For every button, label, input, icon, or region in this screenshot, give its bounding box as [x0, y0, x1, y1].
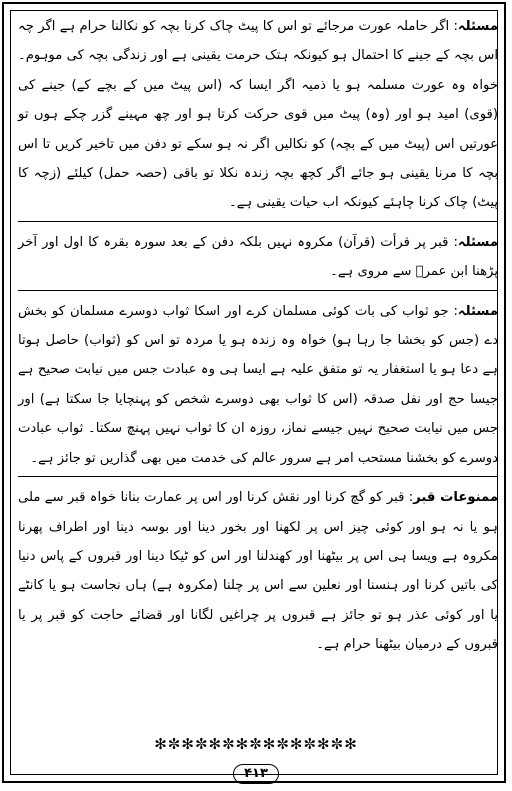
paragraph-4-heading: ممنوعات قبر [413, 490, 498, 506]
page-number-label: ۴۱۳ [233, 764, 279, 784]
paragraph-2-heading: مسئلہ [457, 234, 498, 250]
paragraph-3-heading: مسئلہ [457, 303, 498, 319]
separator-2 [18, 290, 498, 291]
paragraph-3-text: : جو ثواب کی بات کوئی مسلمان کرے اور اسکا ثواب دوسرے مسلمان کو بخش دے (جس کو بخشا جا رہا ہو) خواہ وہ زندہ ہو یا مردہ تو اس کو (ثواب) حاصل ہوتا ہے دعا ہو یا استغفار یہ تو متفق علیہ ہے ایسا ہی وہ عبادت جس میں نیابت صحیح ہے جیسا حج اور نفل صدقہ (اس کا ثواب بھی دوسرے شخص کو پہنچایا جا سکتا ہے) اور جس میں نیابت صحیح نہیں جیسے نماز، روزہ ان کا ثواب نہیں پہنچ سکتا۔ ثواب عبادت دوسرے کو بخشنا مستحب امر ہے سرور عالم کی خدمت میں بھی گذاریں تو جائز ہے۔ [18, 303, 498, 466]
paragraph-2 [18, 228, 498, 287]
paragraph-1-text: : اگر حاملہ عورت مرجائے تو اس کا پیٹ چاک کرنا بچہ کو نکالنا حرام ہے اگر چہ اس بچہ کے جینے کا احتمال ہو کیونکہ ہتک حرمت یقینی ہے اور زندگی بچہ کی موہوم۔ خواہ وہ عورت مسلمہ ہو یا ذمیہ اگر ایسا کہ (اس پیٹ میں کے بچے کے) جینے کی (قوی) امید ہو اور (وہ) پیٹ میں قوی حرکت کرتا ہو اور چھ مہینے گزر چکے ہوں تو عورتیں اس (پیٹ میں کے بچہ) کو نکالیں اگر نہ ہو سکے تو دفن میں تاخیر کریں تا اس بچہ کا مرنا یقینی ہو جائے اگر کچھ بچہ زندہ نکلا تو باقی (حصہ حمل) کیلئے (زچہ کا پیٹ) چاک کرنا چاہئے کیونکہ اب حیات یقینی ہے۔ [18, 19, 498, 211]
page-number [0, 762, 512, 784]
decorative-ornament: ✻✼✻✼✻✼✻✼✻✼✻✼✻✼✻ [154, 735, 358, 753]
paragraph-4 [18, 483, 498, 659]
paragraph-2-text: : قبر پر قرأت (قرآن) مکروہ نہیں بلکہ دفن کے بعد سورہ بقرہ کا اول اور آخر پڑھنا ابن عمرؓ سے مروی ہے۔ [18, 234, 498, 280]
paragraph-1-heading: مسئلہ [457, 19, 498, 34]
separator-3 [18, 476, 498, 477]
paragraph-1 [18, 12, 498, 218]
paragraph-3 [18, 297, 498, 473]
paragraph-4-text: : قبر کو گچ کرنا اور نقش کرنا اور اس پر عمارت بنانا خواہ قبر سے ملی ہو یا نہ ہو اور کوئی چیز اس پر لکھنا اور بخور دینا اور بوسہ دینا اور اطراف پھرنا مکروہ ہے ویسا ہی اس پر بیٹھنا اور کھندلنا اور اس کو ٹیکا دینا اور قبروں کے پاس دنیا کی باتیں کرنا اور ہنسنا اور نعلین سے اس پر چلنا (مکروہ ہے) ہاں نجاست ہو یا کانٹے یا اور کوئی عذر ہو تو جائز ہے قبروں پر چراغیں لگانا اور قضائے حاجت کو قبر پر یا قبروں کے درمیان بیٹھنا حرام ہے۔ [18, 490, 498, 653]
page-body [18, 12, 498, 660]
separator-1 [18, 221, 498, 222]
